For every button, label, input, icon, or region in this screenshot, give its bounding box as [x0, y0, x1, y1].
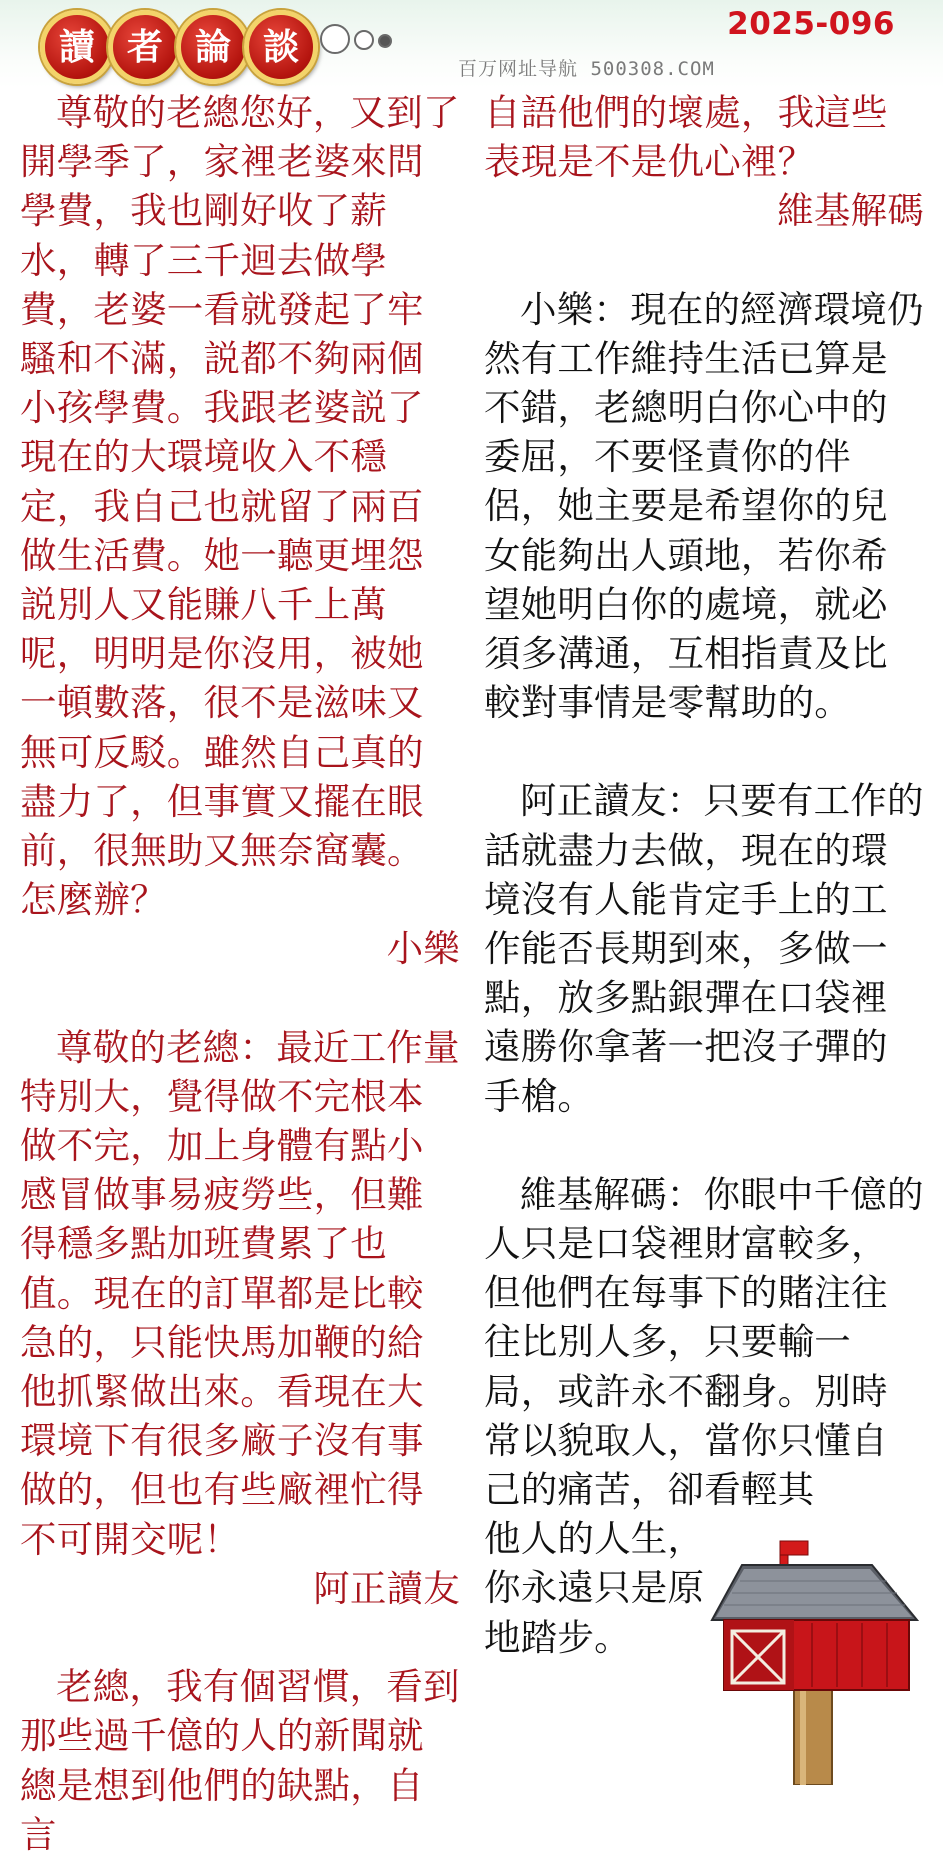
right-column: [484, 88, 924, 1662]
signature-3: 維基解碼: [777, 189, 924, 233]
title-char-1: 讀: [40, 10, 114, 84]
letter-3-continued: 自語他們的壞處，我這些表現是不是仇心裡？: [484, 91, 888, 184]
watermark: 百万网址导航 500308.COM: [458, 58, 715, 80]
reply-3: 維基解碼：你眼中千億的人只是口袋裡財富較多，但他們在每事下的賭注往往比別人多，只要輸一局，或許永不翻身。別時常以貌取人，當你只懂自己的痛苦，卻看輕其: [484, 1172, 924, 1512]
decor-dot-small: [378, 34, 392, 48]
mailbox-illustration: [702, 1535, 927, 1785]
decor-dot-medium: [354, 30, 374, 50]
title-char-3: 論: [176, 10, 250, 84]
reply-1: 小樂：現在的經濟環境仍然有工作維持生活已算是不錯，老總明白你心中的委屈，不要怪責你的伴侶，她主要是希望你的兒女能夠出人頭地，若你希望她明白你的處境，就必須多溝通，互相指責及比較對事情是零幫助的。: [484, 287, 924, 725]
title-char-4: 談: [244, 10, 318, 84]
left-column: [20, 88, 460, 1859]
letter-3: 老總，我有個習慣，看到那些過千億的人的新聞就總是想到他們的缺點，自言: [20, 1665, 460, 1856]
issue-number: 2025-096: [727, 6, 895, 42]
decor-dot-large: [320, 24, 350, 54]
signature-1: 小樂: [386, 927, 460, 971]
letter-2: 尊敬的老總：最近工作量特別大，覺得做不完根本做不完，加上身體有點小感冒做事易疲勞些，但難得穩多點加班費累了也值。現在的訂單都是比較急的，只能快馬加鞭的給他抓緊做出來。看現在大環境下有很多廠子沒有事做的，但也有些廠裡忙得不可開交呢！: [20, 1025, 460, 1561]
reply-2: 阿正讀友：只要有工作的話就盡力去做，現在的環境沒有人能肯定手上的工作能否長期到來，多做一點，放多點銀彈在口袋裡遠勝你拿著一把沒子彈的手槍。: [484, 779, 924, 1118]
signature-2: 阿正讀友: [313, 1566, 460, 1610]
title-char-2: 者: [108, 10, 182, 84]
header-banner: [0, 0, 943, 88]
letter-1: 尊敬的老總您好，又到了開學季了，家裡老婆來問學費，我也剛好收了薪水，轉了三千迴去做學費，老婆一看就發起了牢騷和不滿，説都不夠兩個小孩學費。我跟老婆説了現在的大環境收入不穩定，我自己也就留了兩百做生活費。她一聽更埋怨説別人又能賺八千上萬呢，明明是你沒用，被她一頓數落，很不是滋味又無可反駁。雖然自己真的盡力了，但事實又擺在眼前，很無助又無奈窩囊。怎麼辦？: [20, 91, 460, 922]
reply-3-end: 他人的人生，你永遠只是原地踏步。: [484, 1517, 705, 1659]
